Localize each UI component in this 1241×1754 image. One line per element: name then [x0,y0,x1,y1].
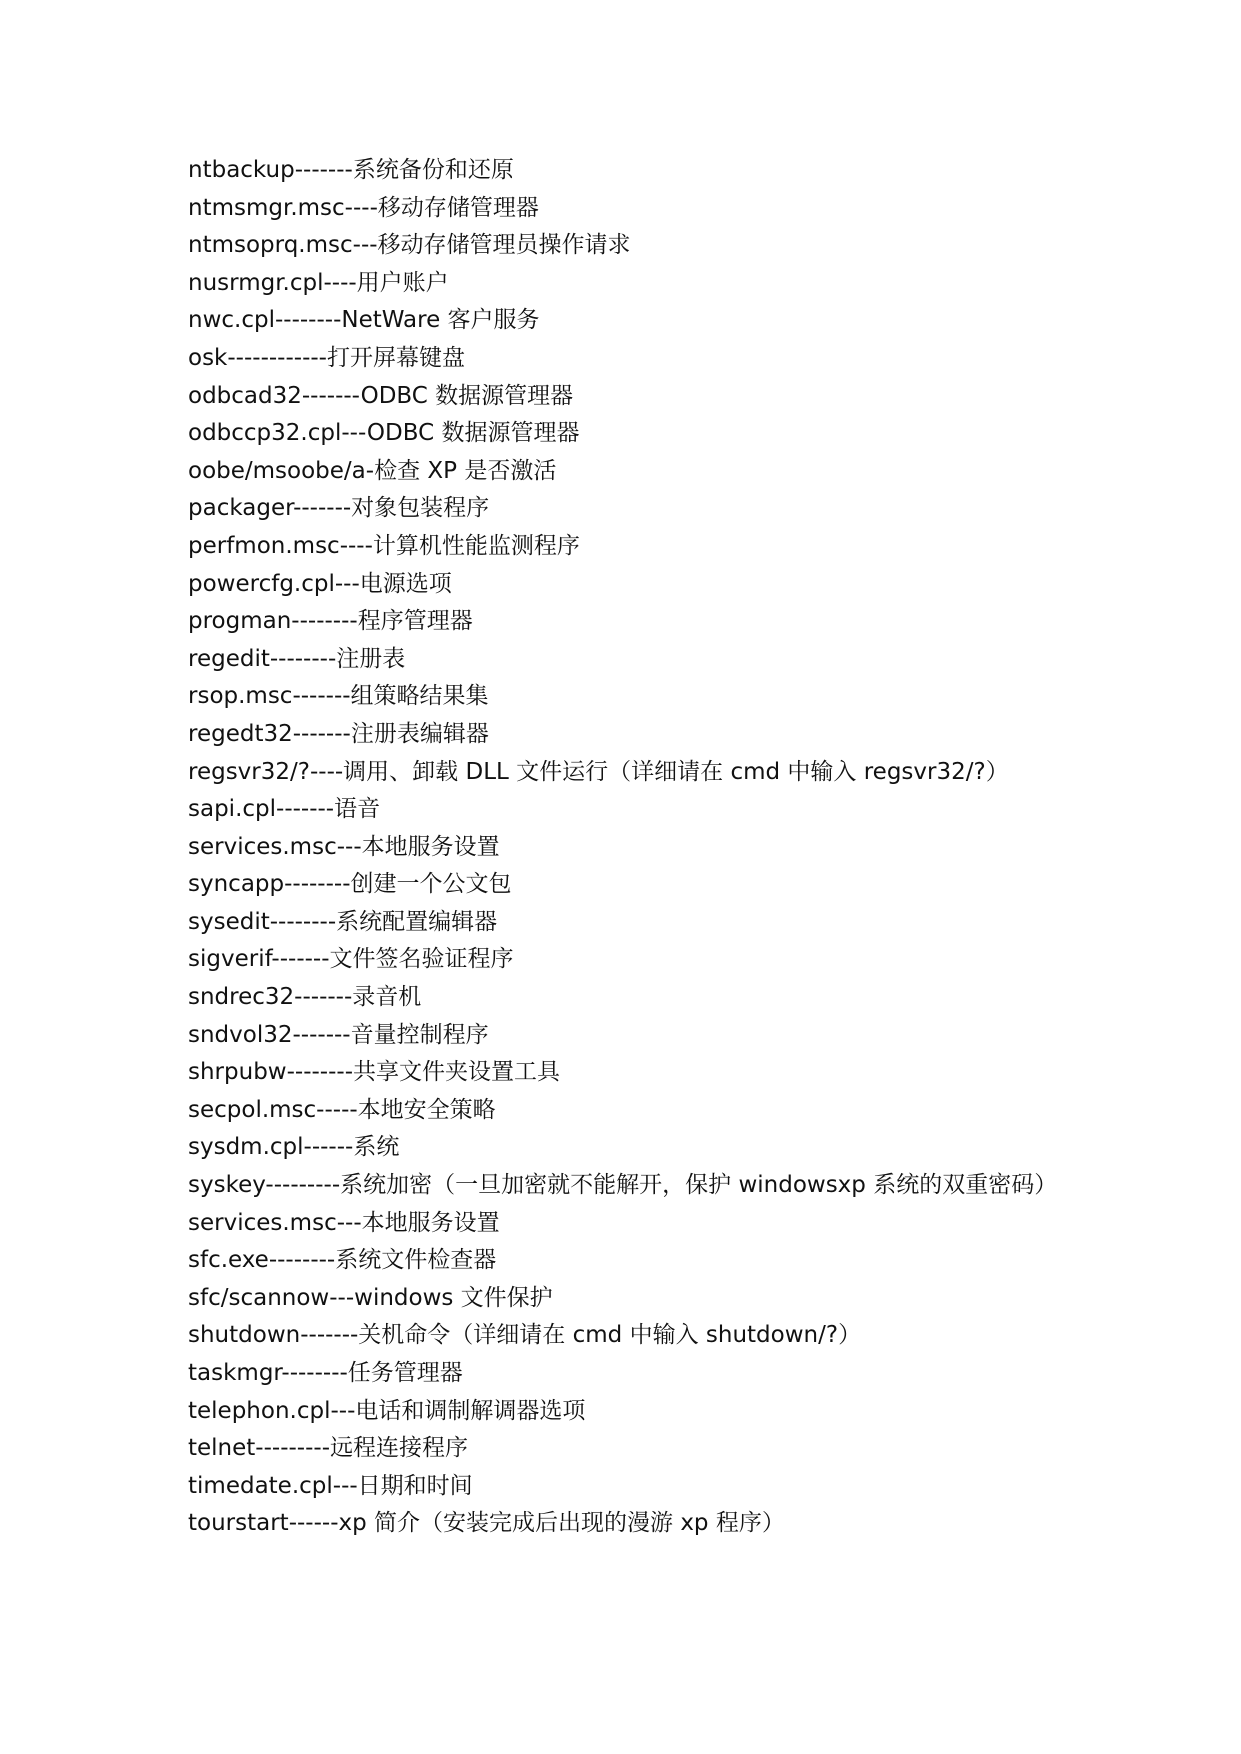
list-item: nwc.cpl--------NetWare 客户服务 [188,307,540,334]
list-item: odbcad32-------ODBC 数据源管理器 [188,382,574,409]
list-item: sfc/scannow---windows 文件保护 [188,1284,553,1311]
list-item: rsop.msc-------组策略结果集 [188,683,489,710]
list-item: osk------------打开屏幕键盘 [188,344,465,371]
list-item: regedt32-------注册表编辑器 [188,720,489,747]
list-item: secpol.msc-----本地安全策略 [188,1096,496,1123]
list-item: regsvr32/?----调用、卸载 DLL 文件运行（详细请在 cmd 中输入 regsvr32/?） [188,758,1009,785]
list-item: sysedit--------系统配置编辑器 [188,908,498,935]
list-item: telnet---------远程连接程序 [188,1435,468,1462]
list-item: ntmsoprq.msc---移动存储管理员操作请求 [188,232,631,259]
list-item: nusrmgr.cpl----用户账户 [188,269,449,296]
list-item: progman--------程序管理器 [188,608,473,635]
list-item: packager-------对象包装程序 [188,495,490,522]
list-item: services.msc---本地服务设置 [188,833,500,860]
list-item: services.msc---本地服务设置 [188,1209,500,1236]
list-item: sigverif-------文件签名验证程序 [188,946,514,973]
list-item: sndrec32-------录音机 [188,984,422,1011]
list-item: telephon.cpl---电话和调制解调器选项 [188,1397,586,1424]
list-item: ntmsmgr.msc----移动存储管理器 [188,194,539,221]
list-item: regedit--------注册表 [188,645,406,672]
list-item: ntbackup-------系统备份和还原 [188,157,514,183]
list-item: tourstart------xp 简介（安装完成后出现的漫游 xp 程序） [188,1510,785,1537]
list-item: powercfg.cpl---电源选项 [188,570,452,597]
list-item: timedate.cpl---日期和时间 [188,1472,473,1499]
command-list [188,152,1068,1543]
list-item: shrpubw--------共享文件夹设置工具 [188,1059,560,1086]
list-item: shutdown-------关机命令（详细请在 cmd 中输入 shutdown/?） [188,1322,862,1349]
list-item: sndvol32-------音量控制程序 [188,1021,489,1048]
list-item: sysdm.cpl------系统 [188,1134,400,1161]
list-item: sfc.exe--------系统文件检查器 [188,1247,497,1274]
list-item: syncapp--------创建一个公文包 [188,871,512,898]
list-item: sapi.cpl-------语音 [188,796,381,823]
list-item: oobe/msoobe/a-检查 XP 是否激活 [188,457,557,484]
list-item: perfmon.msc----计算机性能监测程序 [188,532,580,559]
list-item: odbccp32.cpl---ODBC 数据源管理器 [188,420,580,447]
list-item: syskey---------系统加密（一旦加密就不能解开，保护 windowsxp 系统的双重密码） [188,1172,1058,1199]
list-item: taskmgr--------任务管理器 [188,1360,463,1386]
